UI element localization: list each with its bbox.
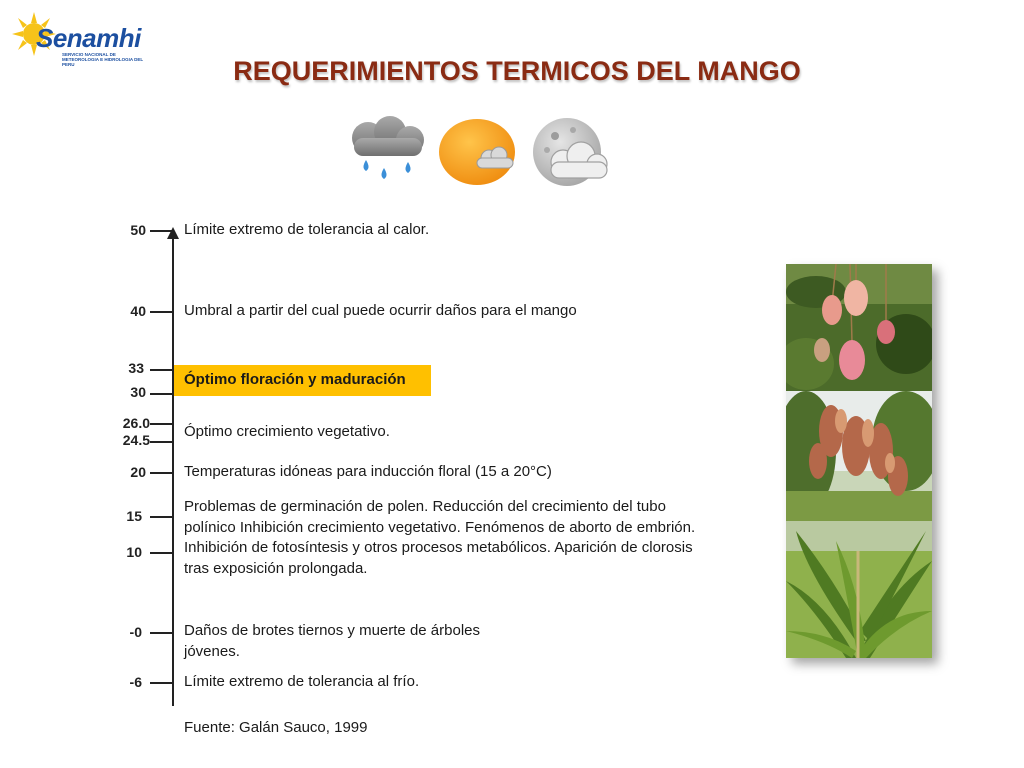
rain-cloud-icon — [344, 116, 430, 190]
mango-leaves-photo — [786, 521, 932, 658]
tick-label: -0 — [129, 624, 142, 640]
axis-arrow-icon — [167, 227, 179, 239]
mango-photo-strip — [786, 264, 932, 658]
logo-subtitle: SERVICIO NACIONAL DE METEOROLOGIA E HIDROLOGIA DEL PERU — [62, 52, 144, 67]
logo-brand: Senamhi — [36, 23, 141, 53]
tick-label: 40 — [130, 303, 146, 319]
tick-minus-6 — [150, 682, 172, 684]
tick-label: -6 — [129, 674, 142, 690]
description-minus-6: Límite extremo de tolerancia al frío. — [184, 673, 420, 690]
tick-label: 20 — [130, 464, 146, 480]
page-title: REQUERIMIENTOS TERMICOS DEL MANGO — [233, 56, 801, 86]
moon-cloud-icon — [527, 116, 613, 190]
description-problems — [184, 497, 695, 579]
description-line: tras exposición prolongada. — [184, 559, 368, 577]
tick-26 — [150, 423, 172, 425]
mango-flowering-photo — [786, 391, 932, 521]
tick-24-5 — [150, 441, 172, 443]
tick-label: 10 — [126, 544, 142, 560]
temperature-axis — [172, 236, 174, 706]
description-line: Problemas de germinación de polen. Reducción del crecimiento del tubo — [184, 498, 666, 515]
tick-40 — [150, 311, 172, 313]
source-citation: Fuente: Galán Sauco, 1999 — [184, 719, 368, 736]
mango-fruit-photo — [786, 264, 932, 391]
tick-label: 50 — [130, 222, 146, 238]
optimal-flowering-label: Óptimo floración y maduración — [184, 371, 406, 388]
tick-label: 15 — [126, 508, 142, 524]
tick-label: 24.5 — [122, 432, 150, 448]
tick-label: 26.0 — [122, 415, 150, 431]
sun-cloud-icon — [437, 118, 521, 188]
description-line: jóvenes. — [184, 642, 240, 660]
tick-50 — [150, 230, 172, 232]
description-line: polínico Inhibición crecimiento vegetativo. Fenómenos de aborto de embrión. — [184, 518, 696, 536]
tick-10 — [150, 552, 172, 554]
description-40: Umbral a partir del cual puede ocurrir daños para el mango — [184, 302, 577, 319]
tick-30 — [150, 393, 172, 395]
tick-15 — [150, 516, 172, 518]
description-50: Límite extremo de tolerancia al calor. — [184, 221, 430, 238]
tick-label: 30 — [130, 384, 146, 400]
description-damage — [184, 621, 480, 662]
description-optimal-vegetative: Óptimo crecimiento vegetativo. — [184, 423, 390, 440]
senamhi-logo — [12, 10, 147, 67]
tick-33 — [150, 369, 172, 371]
tick-label: 33 — [128, 360, 144, 376]
optimal-flowering-highlight — [174, 365, 431, 396]
tick-20 — [150, 472, 172, 474]
description-line: Daños de brotes tiernos y muerte de árboles — [184, 622, 480, 639]
description-line: Inhibición de fotosíntesis y otros procesos metabólicos. Aparición de clorosis — [184, 539, 693, 556]
tick-0 — [150, 632, 172, 634]
description-20: Temperaturas idóneas para inducción floral (15 a 20°C) — [184, 463, 552, 480]
